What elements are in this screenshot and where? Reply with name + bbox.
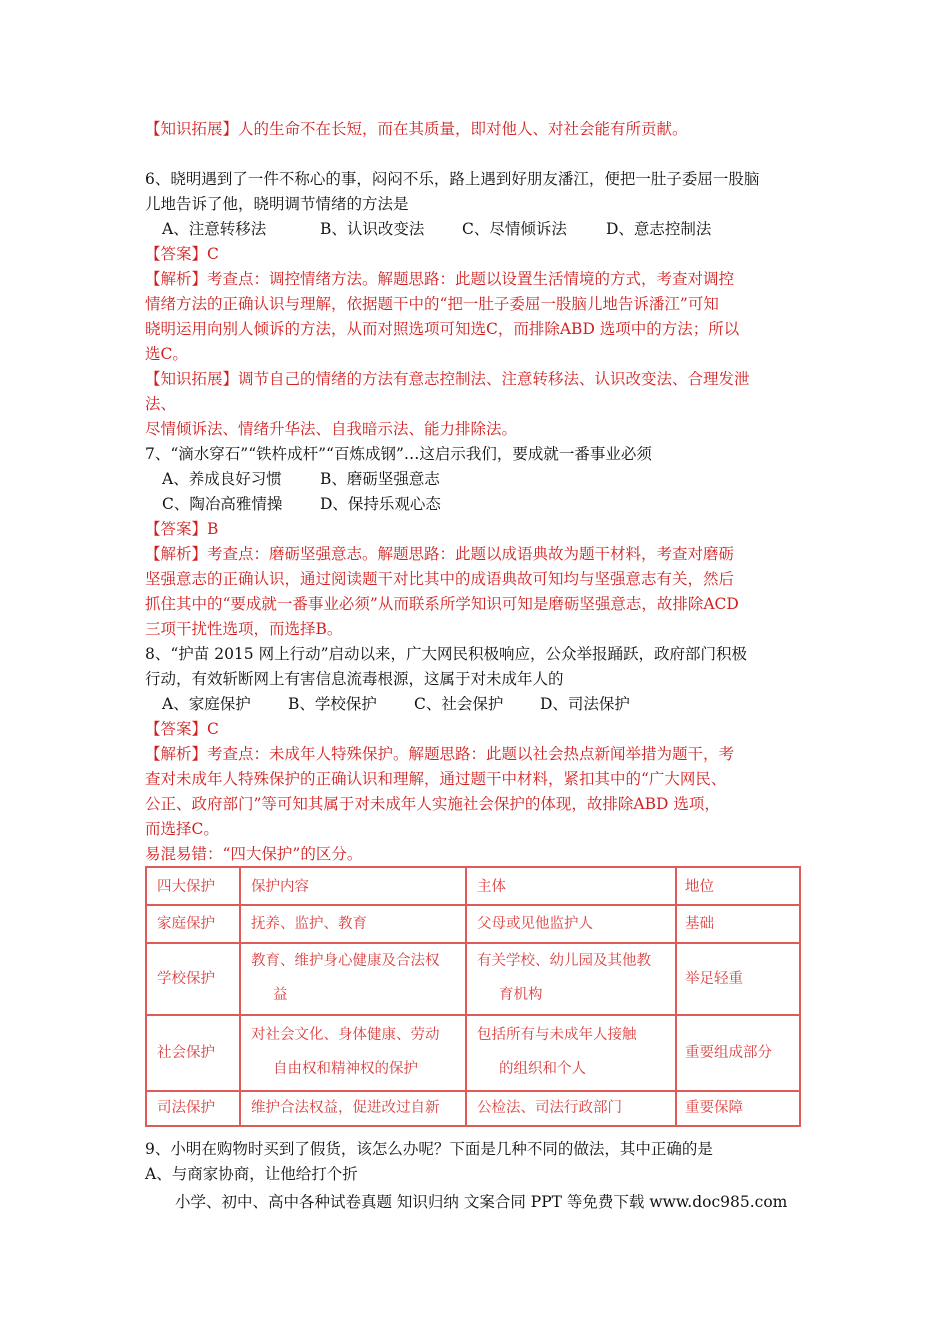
option-b: B、学校保护 — [288, 695, 377, 713]
table-cell: 司法保护 — [157, 1100, 215, 1116]
explanation-8-line-3: 公正、政府部门”等可知其属于对未成年人实施社会保护的体现，故排除ABD 选项， — [145, 795, 720, 813]
knowledge-extension-6-line-2: 法、 — [145, 395, 177, 413]
question-6-line-1: 6、晓明遇到了一件不称心的事，闷闷不乐，路上遇到好朋友潘江，便把一肚子委屈一股脑 — [145, 170, 760, 188]
explanation-8-line-4: 而选择C。 — [145, 820, 219, 838]
question-8-line-2: 行动，有效斩断网上有害信息流毒根源，这属于对未成年人的 — [145, 670, 564, 688]
table-cell: 家庭保护 — [157, 916, 215, 932]
question-9-option-a: A、与商家协商，让他给打个折 — [145, 1165, 358, 1183]
option-c: C、陶冶高雅情操 — [162, 495, 283, 513]
explanation-7-line-1: 【解析】考查点：磨砺坚强意志。解题思路：此题以成语典故为题干材料，考查对磨砺 — [145, 545, 735, 563]
table-header-status: 地位 — [685, 879, 714, 895]
explanation-7-line-4: 三项干扰性选项，而选择B。 — [145, 620, 343, 638]
table-cell: 学校保护 — [157, 971, 215, 987]
explanation-6-line-2: 情绪方法的正确认识与理解，依据题干中的“把一肚子委屈一股脑儿地告诉潘江”可知 — [145, 295, 719, 313]
option-a: A、注意转移法 — [162, 220, 267, 238]
question-6-options — [162, 218, 711, 240]
option-d: D、保持乐观心态 — [320, 495, 441, 513]
table-cell: 有关学校、幼儿园及其他教 — [477, 953, 651, 969]
question-7-options-row-1 — [162, 468, 440, 490]
option-a: A、养成良好习惯 — [162, 470, 282, 488]
table-cell: 举足轻重 — [685, 971, 743, 987]
answer-8: 【答案】C — [145, 720, 219, 738]
table-cell: 自由权和精神权的保护 — [273, 1061, 418, 1077]
table-cell: 基础 — [685, 916, 714, 932]
knowledge-extension-5: 【知识拓展】人的生命不在长短，而在其质量，即对他人、对社会能有所贡献。 — [145, 120, 688, 138]
table-cell: 育机构 — [499, 987, 543, 1003]
table-cell: 父母或见他监护人 — [477, 916, 593, 932]
option-b: B、磨砺坚强意志 — [320, 470, 440, 488]
table-header-content: 保护内容 — [251, 879, 309, 895]
explanation-7-line-3: 抓住其中的“要成就一番事业必须”从而联系所学知识可知是磨砺坚强意志，故排除ACD — [145, 595, 739, 613]
question-8-line-1: 8、“护苗 2015 网上行动”启动以来，广大网民积极响应，公众举报踊跃，政府部门积极 — [145, 645, 748, 663]
option-a: A、家庭保护 — [162, 695, 251, 713]
question-7-options-row-2 — [162, 493, 441, 515]
explanation-6-line-3: 晓明运用向别人倾诉的方法，从而对照选项可知选C，而排除ABD 选项中的方法；所以 — [145, 320, 740, 338]
option-c: C、社会保护 — [414, 695, 504, 713]
mix-up-note: 易混易错：“四大保护”的区分。 — [145, 845, 363, 863]
table-cell: 公检法、司法行政部门 — [477, 1100, 622, 1116]
option-d: D、意志控制法 — [606, 220, 712, 238]
option-d: D、司法保护 — [540, 695, 630, 713]
question-6-line-2: 儿地告诉了他，晓明调节情绪的方法是 — [145, 195, 409, 213]
table-cell: 的组织和个人 — [499, 1061, 586, 1077]
table-cell: 重要保障 — [685, 1100, 743, 1116]
option-c: C、尽情倾诉法 — [462, 220, 567, 238]
table-cell: 抚养、监护、教育 — [251, 916, 367, 932]
knowledge-extension-6-line-1: 【知识拓展】调节自己的情绪的方法有意志控制法、注意转移法、认识改变法、合理发泄 — [145, 370, 750, 388]
table-cell: 对社会文化、身体健康、劳动 — [251, 1027, 440, 1043]
question-8-options — [162, 693, 630, 715]
table-header-type: 四大保护 — [157, 879, 215, 895]
table-cell: 益 — [273, 987, 288, 1003]
explanation-8-line-2: 查对未成年人特殊保护的正确认识和理解，通过题干中材料，紧扣其中的“广大网民、 — [145, 770, 727, 788]
table-header-subject: 主体 — [477, 879, 506, 895]
four-protections-table — [145, 866, 801, 1127]
knowledge-extension-6-line-3: 尽情倾诉法、情绪升华法、自我暗示法、能力排除法。 — [145, 420, 518, 438]
explanation-6-line-4: 选C。 — [145, 345, 188, 363]
table-cell: 包括所有与未成年人接触 — [477, 1027, 637, 1043]
question-9: 9、小明在购物时买到了假货，该怎么办呢？下面是几种不同的做法，其中正确的是 — [145, 1140, 713, 1158]
question-7: 7、“滴水穿石”“铁杵成杆”“百炼成钢”…这启示我们，要成就一番事业必须 — [145, 445, 652, 463]
table-cell: 社会保护 — [157, 1045, 215, 1061]
explanation-7-line-2: 坚强意志的正确认识，通过阅读题干对比其中的成语典故可知均与坚强意志有关，然后 — [145, 570, 735, 588]
answer-7: 【答案】B — [145, 520, 219, 538]
answer-6: 【答案】C — [145, 245, 219, 263]
table-cell: 维护合法权益，促进改过自新 — [251, 1100, 440, 1116]
table-cell: 重要组成部分 — [685, 1045, 772, 1061]
option-b: B、认识改变法 — [320, 220, 425, 238]
page-footer: 小学、初中、高中各种试卷真题 知识归纳 文案合同 PPT 等免费下载 www.doc985.com — [175, 1193, 788, 1211]
explanation-8-line-1: 【解析】考查点：未成年人特殊保护。解题思路：此题以社会热点新闻举措为题干，考 — [145, 745, 735, 763]
explanation-6-line-1: 【解析】考查点：调控情绪方法。解题思路：此题以设置生活情境的方式，考查对调控 — [145, 270, 735, 288]
table-cell: 教育、维护身心健康及合法权 — [251, 953, 440, 969]
